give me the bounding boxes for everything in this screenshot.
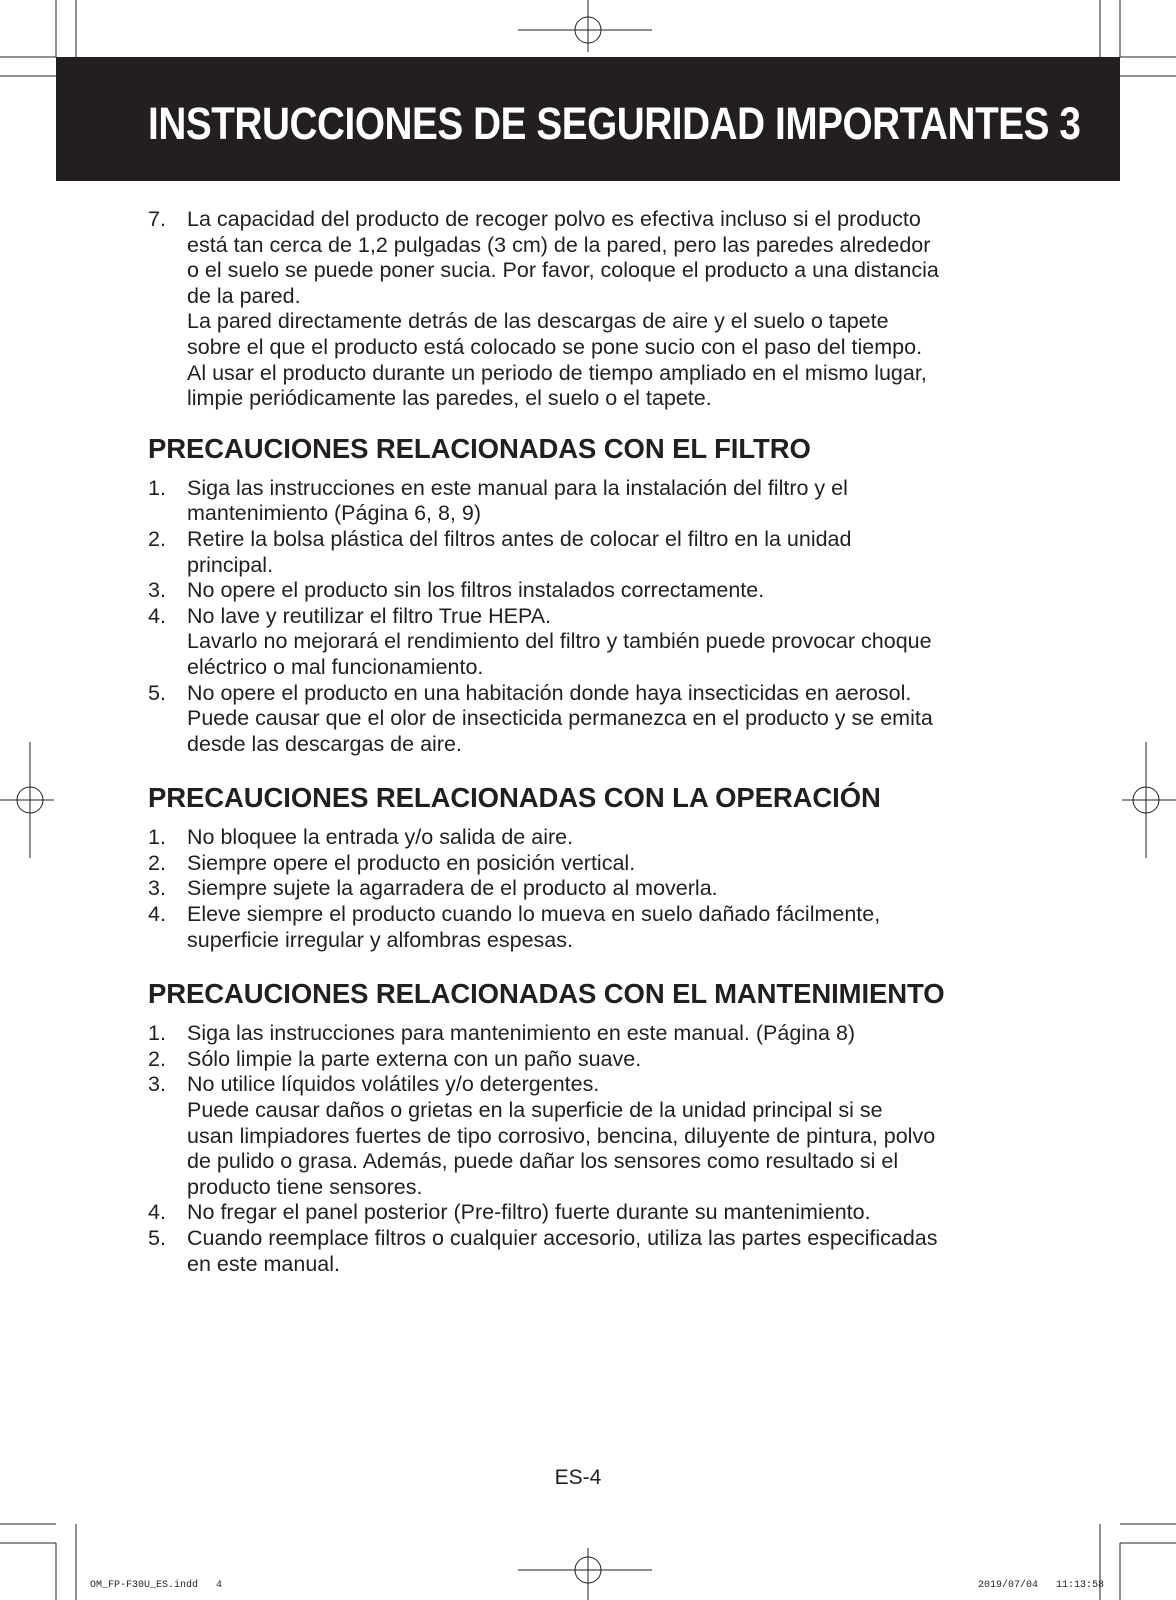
list-item: [148, 527, 1028, 578]
list-item-text: No bloquee la entrada y/o salida de aire.: [187, 825, 574, 850]
list-item-text: desde las descargas de aire.: [187, 731, 462, 756]
list-item-text: o el suelo se puede poner sucia. Por favor, coloque el producto a una distancia: [187, 258, 939, 283]
section-list: [148, 1021, 1028, 1277]
list-item-text: Cuando reemplace filtros o cualquier accesorio, utiliza las partes especificadas: [187, 1226, 938, 1250]
list-item-text: de pulido o grasa. Además, puede dañar los sensores como resultado si el: [187, 1149, 899, 1174]
list-item-number: 2.: [148, 1046, 166, 1071]
list-item: [148, 902, 1028, 953]
list-item-text: No opere el producto en una habitación donde haya insecticidas en aerosol.: [187, 680, 912, 705]
list-item-text: No opere el producto sin los filtros instalados correctamente.: [187, 578, 765, 603]
list-item-number: 3.: [148, 578, 166, 603]
list-item: [148, 604, 1028, 681]
list-item-number: 5.: [148, 680, 166, 705]
print-slug-timestamp: 2019/07/04 11:13:58: [977, 1580, 1104, 1591]
list-item-number: 1.: [148, 825, 166, 850]
list-item-number: 4.: [148, 1200, 166, 1225]
list-item-text: Siempre opere el producto en posición vertical.: [187, 850, 636, 875]
list-item-number: 5.: [148, 1226, 166, 1250]
list-item-text: Sólo limpie la parte externa con un paño suave.: [187, 1046, 642, 1071]
list-item: [148, 1021, 1028, 1047]
list-item-text: superficie irregular y alfombras espesas.: [187, 927, 573, 952]
list-item-text: Eleve siempre el producto cuando lo mueva en suelo dañado fácilmente,: [187, 902, 881, 927]
section-list: [148, 476, 1028, 758]
list-item-text: producto tiene sensores.: [187, 1174, 423, 1199]
list-item-text: Retire la bolsa plástica del filtros antes de colocar el filtro en la unidad: [187, 526, 852, 551]
list-item: [148, 476, 1028, 527]
list-item-number: 1.: [148, 475, 166, 500]
list-item-text: La pared directamente detrás de las descargas de aire y el suelo o tapete: [187, 309, 889, 334]
section-heading: PRECAUCIONES RELACIONADAS CON LA OPERACIÓN: [148, 782, 881, 814]
list-item-number: 7.: [148, 207, 166, 231]
page-title: INSTRUCCIONES DE SEGURIDAD IMPORTANTES 3: [148, 98, 1081, 149]
list-item-text: Puede causar daños o grietas en la superficie de la unidad principal si se: [187, 1098, 883, 1123]
list-item-text: Puede causar que el olor de insecticida permanezca en el producto y se emita: [187, 706, 933, 731]
section-heading: PRECAUCIONES RELACIONADAS CON EL FILTRO: [148, 432, 811, 464]
list-item-text: No lave y reutilizar el filtro True HEPA.: [187, 603, 552, 628]
list-item-text: sobre el que el producto está colocado se pone sucio con el paso del tiempo.: [187, 334, 923, 359]
list-item-number: 3.: [148, 876, 166, 901]
list-item-text: No utilice líquidos volátiles y/o detergentes.: [187, 1072, 600, 1097]
list-item: [148, 876, 1028, 902]
list-item-text: Siga las instrucciones en este manual para la instalación del filtro y el: [187, 475, 848, 500]
print-slug-file: OM_FP-F30U_ES.indd 4: [90, 1580, 223, 1591]
page-number: ES-4: [554, 1466, 602, 1489]
list-item-text: No fregar el panel posterior (Pre-filtro) fuerte durante su mantenimiento.: [187, 1200, 871, 1225]
list-item-number: 4.: [148, 603, 166, 628]
list-item-text: eléctrico o mal funcionamiento.: [187, 654, 484, 679]
list-item-text: en este manual.: [187, 1251, 340, 1276]
list-item-text: limpie periódicamente las paredes, el suelo o el tapete.: [187, 386, 712, 411]
list-item-text: usan limpiadores fuertes de tipo corrosivo, bencina, diluyente de pintura, polvo: [187, 1123, 936, 1148]
intro-list: [148, 207, 1028, 412]
list-item-text: mantenimiento (Página 6, 8, 9): [187, 501, 481, 526]
main-content: [148, 207, 1028, 1277]
list-item-number: 1.: [148, 1021, 166, 1046]
list-item-text: está tan cerca de 1,2 pulgadas (3 cm) de la pared, pero las paredes alrededor: [187, 232, 931, 257]
list-item: [148, 1047, 1028, 1073]
title-banner: [56, 57, 1120, 181]
section-list: [148, 825, 1028, 953]
list-item: [148, 681, 1028, 758]
list-item-text: Lavarlo no mejorará el rendimiento del filtro y también puede provocar choque: [187, 629, 932, 654]
list-item-number: 2.: [148, 850, 166, 875]
list-item-text: Al usar el producto durante un periodo de tiempo ampliado en el mismo lugar,: [187, 360, 927, 385]
list-item-text: La capacidad del producto de recoger polvo es efectiva incluso si el producto: [187, 207, 921, 231]
list-item-text: de la pared.: [187, 283, 301, 308]
list-item: [148, 207, 1028, 412]
section-heading: PRECAUCIONES RELACIONADAS CON EL MANTENIMIENTO: [148, 978, 945, 1010]
list-item-number: 2.: [148, 526, 166, 551]
list-item-text: Siga las instrucciones para mantenimiento en este manual. (Página 8): [187, 1021, 856, 1046]
list-item: [148, 1200, 1028, 1226]
list-item: [148, 578, 1028, 604]
list-item: [148, 851, 1028, 877]
list-item: [148, 1072, 1028, 1200]
list-item-number: 4.: [148, 902, 166, 927]
list-item-text: principal.: [187, 552, 274, 577]
list-item-number: 3.: [148, 1072, 166, 1097]
list-item-text: Siempre sujete la agarradera de el producto al moverla.: [187, 876, 718, 901]
list-item: [148, 825, 1028, 851]
list-item: [148, 1226, 1028, 1277]
